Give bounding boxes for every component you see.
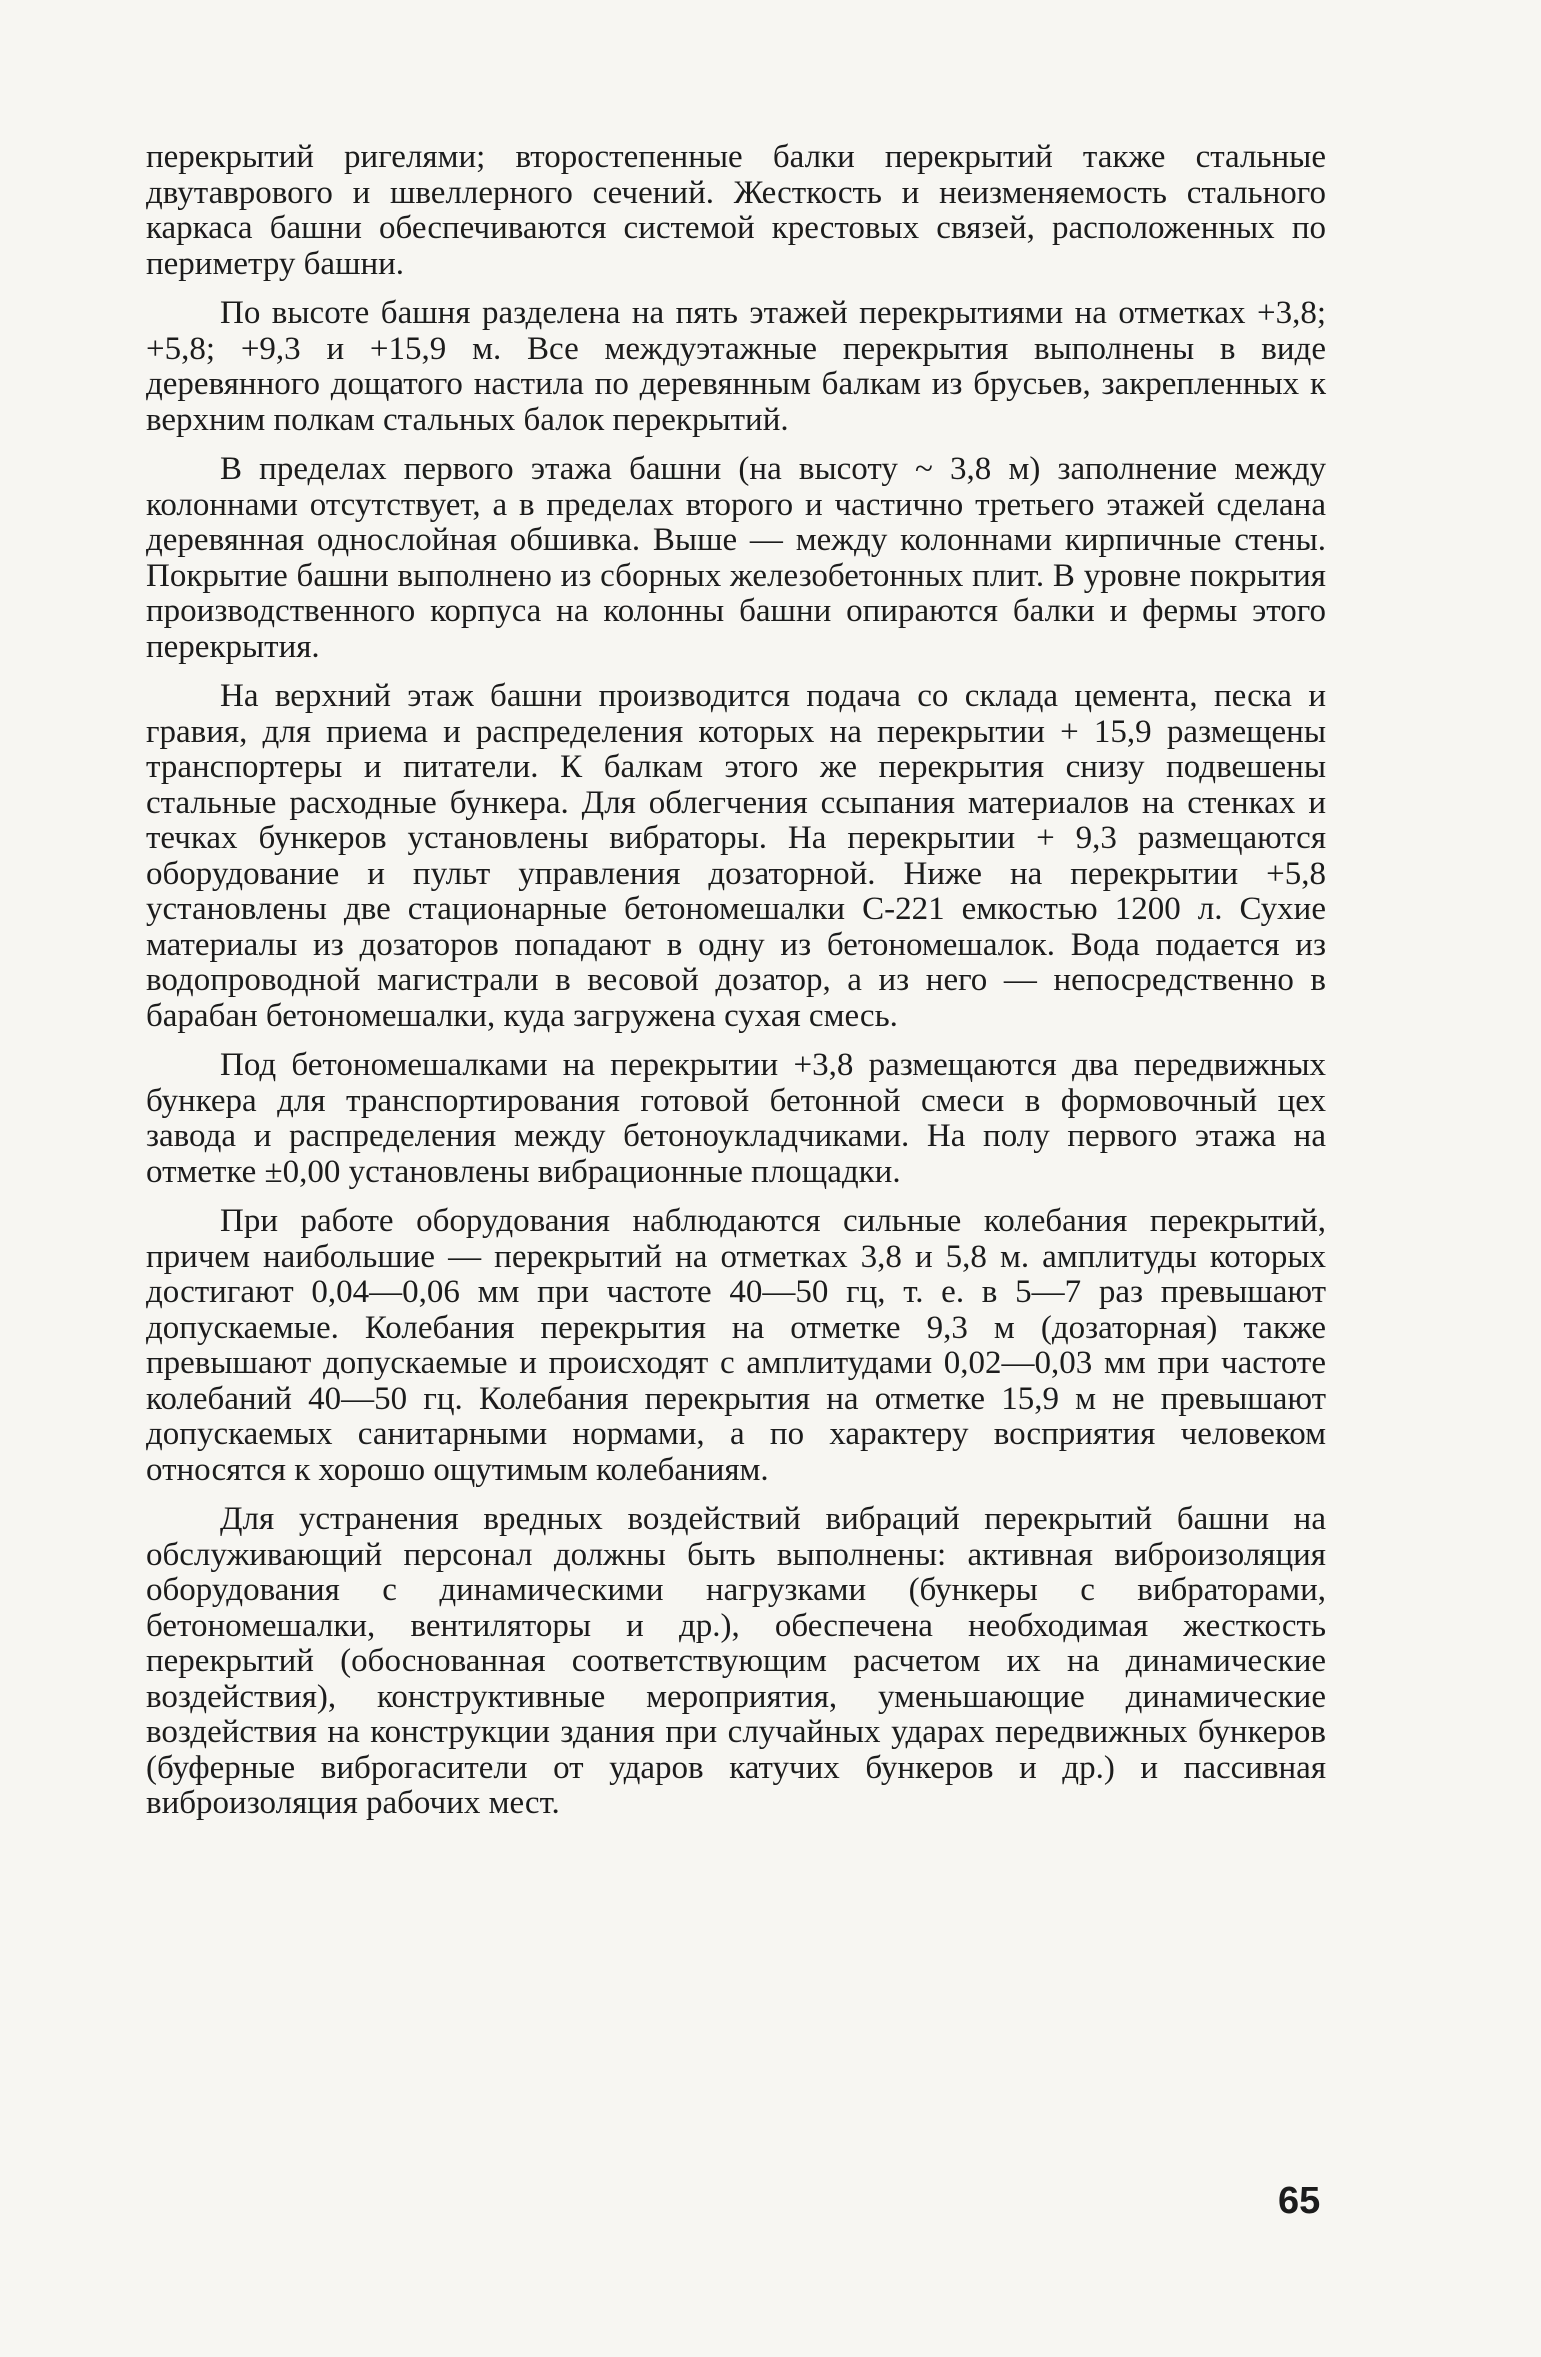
paragraph: При работе оборудования наблюдаются сильные колебания перекрытий, причем наибольшие — перекрытий на отметках 3,8 и 5,8 м. амплитуды которых достигают 0,04—0,06 мм при частоте 40—50 гц, т. е. в 5—7 раз превышают допускаемые. Колебания перекрытия на отметке 9,3 м (дозаторная) также превышают допускаемые и происходят с амплитудами 0,02—0,03 мм при частоте колебаний 40—50 гц. Колебания перекрытия на отметке 15,9 м не превышают допускаемых санитарными нормами, а по характеру восприятия человеком относятся к хорошо ощутимым колебаниям.	[146, 1203, 1326, 1488]
paragraph: Под бетономешалками на перекрытии +3,8 размещаются два передвижных бункера для транспортирования готовой бетонной смеси в формовочный цех завода и распределения между бетоноукладчиками. На полу первого этажа на отметке ±0,00 установлены вибрационные площадки.	[146, 1047, 1326, 1190]
page-body	[146, 140, 1326, 1836]
paragraph: Для устранения вредных воздействий вибраций перекрытий башни на обслуживающий персонал должны быть выполнены: активная виброизоляция оборудования с динамическими нагрузками (бункеры с вибраторами, бетономешалки, вентиляторы и др.), обеспечена необходимая жесткость перекрытий (обоснованная соответствующим расчетом их на динамические воздействия), конструктивные мероприятия, уменьшающие динамические воздействия на конструкции здания при случайных ударах передвижных бункеров (буферные виброгасители от ударов катучих бункеров и др.) и пассивная виброизоляция рабочих мест.	[146, 1501, 1326, 1821]
paragraph: перекрытий ригелями; второстепенные балки перекрытий также стальные двутаврового и швеллерного сечений. Жесткость и неизменяемость стального каркаса башни обеспечиваются системой крестовых связей, расположенных по периметру башни.	[146, 139, 1326, 282]
page-number: 65	[1278, 2180, 1321, 2222]
paragraph: В пределах первого этажа башни (на высоту ~ 3,8 м) заполнение между колоннами отсутствует, а в пределах второго и частично третьего этажей сделана деревянная однослойная обшивка. Выше — между колоннами кирпичные стены. Покрытие башни выполнено из сборных железобетонных плит. В уровне покрытия производственного корпуса на колонны башни опираются балки и фермы этого перекрытия.	[146, 451, 1326, 665]
paragraph: По высоте башня разделена на пять этажей перекрытиями на отметках +3,8; +5,8; +9,3 и +15,9 м. Все междуэтажные перекрытия выполнены в виде деревянного дощатого настила по деревянным балкам из брусьев, закрепленных к верхним полкам стальных балок перекрытий.	[146, 295, 1326, 438]
paragraph: На верхний этаж башни производится подача со склада цемента, песка и гравия, для приема и распределения которых на перекрытии + 15,9 размещены транспортеры и питатели. К балкам этого же перекрытия снизу подвешены стальные расходные бункера. Для облегчения ссыпания материалов на стенках и течках бункеров установлены вибраторы. На перекрытии + 9,3 размещаются оборудование и пульт управления дозаторной. Ниже на перекрытии +5,8 установлены две стационарные бетономешалки С-221 емкостью 1200 л. Сухие материалы из дозаторов попадают в одну из бетономешалок. Вода подается из водопроводной магистрали в весовой дозатор, а из него — непосредственно в барабан бетономешалки, куда загружена сухая смесь.	[146, 678, 1326, 1034]
